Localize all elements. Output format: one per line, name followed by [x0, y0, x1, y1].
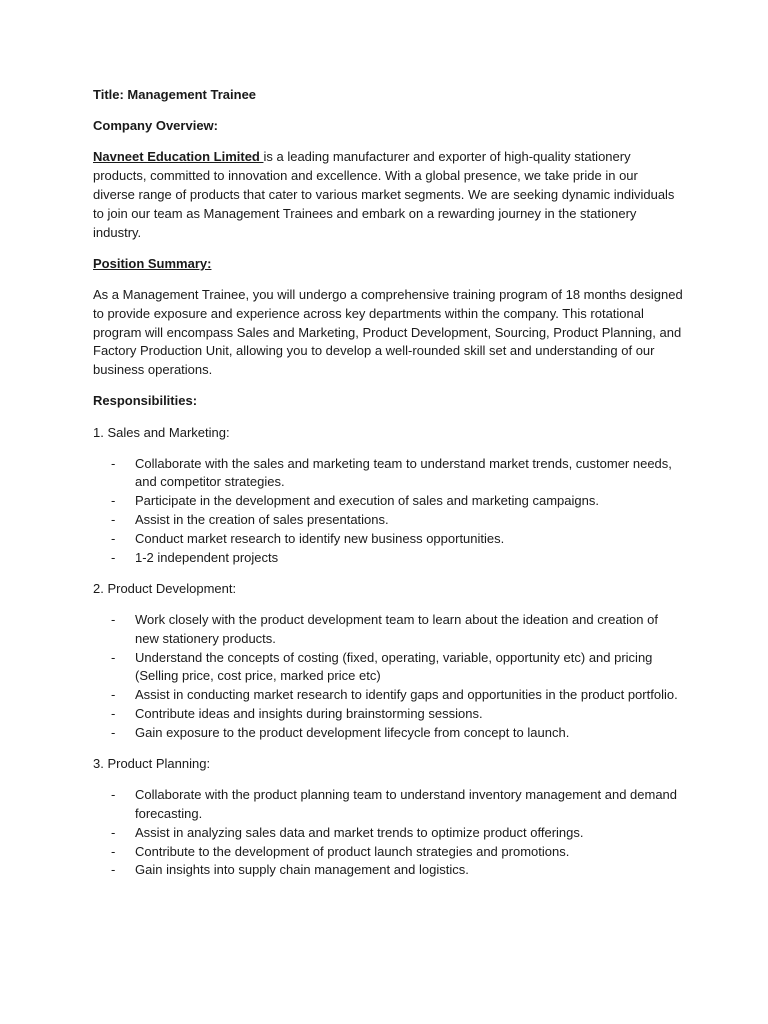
bullet-dash: -	[111, 455, 116, 471]
bullet-dash: -	[111, 493, 116, 509]
bullet-dash: -	[111, 612, 116, 628]
bullet-dash: -	[111, 530, 116, 546]
position-summary-paragraph: As a Management Trainee, you will undergo a comprehensive training program of 18 months designed to provide exposure and experience across key departments within the company. This rotational program will encompass Sales and Marketing, Product Development, Sourcing, Product Planning, and Factory Production Unit, allowing you to develop a well-rounded skill set and understanding of our business operations.	[93, 286, 683, 378]
section-heading: 2. Product Development:	[93, 580, 237, 596]
bullet-dash: -	[111, 724, 116, 740]
bullet-list	[93, 786, 683, 880]
list-item	[93, 549, 683, 568]
list-item	[93, 861, 683, 880]
company-name: Navneet Education Limited	[93, 149, 264, 165]
company-overview-paragraph	[93, 148, 683, 242]
list-item	[93, 724, 683, 743]
bullet-dash: -	[111, 687, 116, 703]
list-item-text: Assist in conducting market research to identify gaps and opportunities in the product portfolio.	[135, 687, 678, 703]
list-item-text: Work closely with the product development team to learn about the ideation and creation of new stationery products.	[135, 612, 658, 646]
responsibilities-heading: Responsibilities:	[93, 393, 198, 409]
list-item	[93, 611, 683, 649]
bullet-dash: -	[111, 862, 116, 878]
bullet-dash: -	[111, 843, 116, 859]
bullet-dash: -	[111, 787, 116, 803]
list-item-text: Gain exposure to the product development lifecycle from concept to launch.	[135, 724, 570, 740]
list-item-text: Participate in the development and execution of sales and marketing campaigns.	[135, 493, 599, 509]
list-item-text: Understand the concepts of costing (fixed, operating, variable, opportunity etc) and pricing (Selling price, cost price, marked price etc)	[135, 649, 653, 684]
list-item	[93, 824, 683, 843]
bullet-dash: -	[111, 512, 116, 528]
list-item	[93, 649, 683, 687]
bullet-list	[93, 611, 683, 743]
list-item-text: 1-2 independent projects	[135, 549, 279, 565]
list-item	[93, 843, 683, 862]
list-item-text: Gain insights into supply chain management and logistics.	[135, 862, 469, 878]
company-overview-text: is a leading manufacturer and exporter of high-quality stationery products, committed to innovation and excellence. With a global presence, we take pride in our diverse range of products that cater to various market segments. We are seeking dynamic individuals to join our team as Management Trainees and embark on a rewarding journey in the stationery industry.	[93, 149, 675, 240]
section-heading: 1. Sales and Marketing:	[93, 424, 230, 440]
list-item-text: Collaborate with the product planning team to understand inventory management and demand forecasting.	[135, 787, 678, 821]
position-summary-heading: Position Summary:	[93, 255, 212, 271]
bullet-list	[93, 455, 683, 568]
bullet-dash: -	[111, 706, 116, 722]
bullet-dash: -	[111, 649, 116, 665]
bullet-dash: -	[111, 549, 116, 565]
document-page	[93, 86, 683, 893]
list-item-text: Assist in analyzing sales data and market trends to optimize product offerings.	[135, 824, 584, 840]
list-item	[93, 530, 683, 549]
list-item-text: Contribute ideas and insights during brainstorming sessions.	[135, 706, 483, 722]
list-item	[93, 511, 683, 530]
list-item	[93, 455, 683, 493]
responsibility-sections	[93, 424, 683, 881]
section-heading: 3. Product Planning:	[93, 756, 211, 772]
company-overview-heading: Company Overview:	[93, 118, 218, 134]
list-item-text: Assist in the creation of sales presentations.	[135, 512, 389, 528]
list-item-text: Collaborate with the sales and marketing team to understand market trends, customer needs, and competitor strategies.	[135, 455, 672, 490]
list-item	[93, 492, 683, 511]
list-item-text: Conduct market research to identify new business opportunities.	[135, 530, 505, 546]
bullet-dash: -	[111, 824, 116, 840]
list-item	[93, 786, 683, 824]
document-title: Title: Management Trainee	[93, 87, 257, 102]
list-item-text: Contribute to the development of product launch strategies and promotions.	[135, 843, 570, 859]
list-item	[93, 705, 683, 724]
list-item	[93, 686, 683, 705]
